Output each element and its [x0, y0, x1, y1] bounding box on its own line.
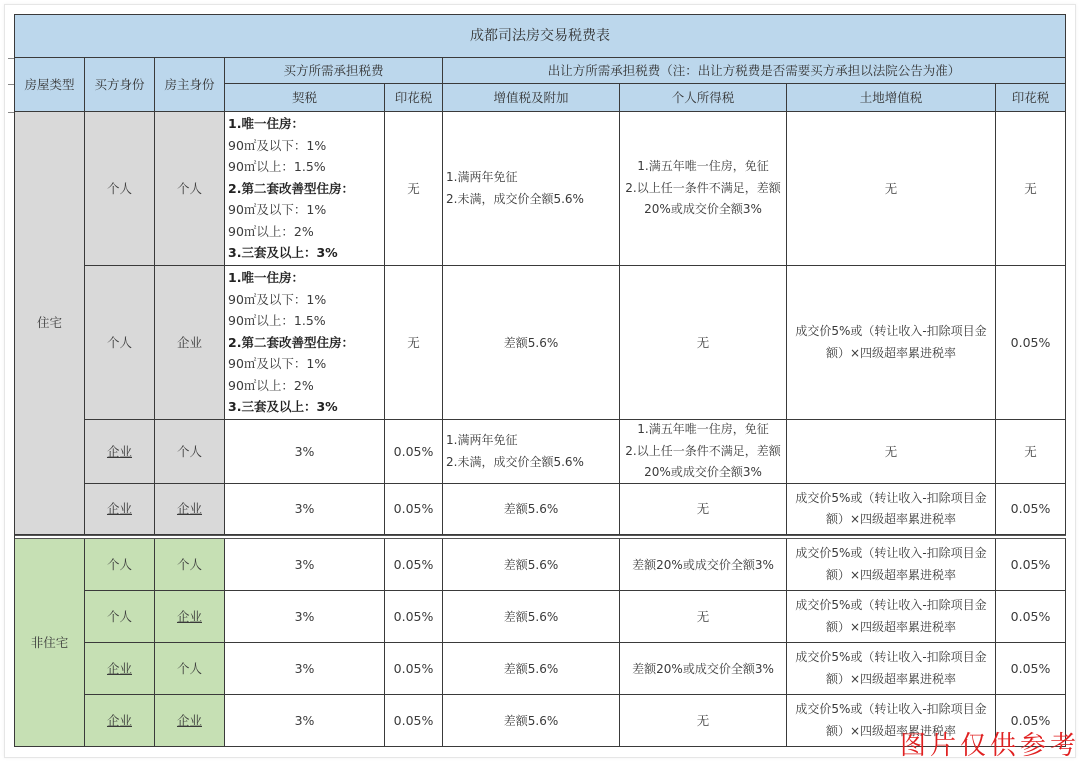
vat-line: 1.满两年免征 [446, 170, 518, 184]
stamp-seller-cell: 无 [996, 420, 1066, 484]
tier-line: 2.第二套改善型住房： [228, 334, 354, 350]
pit-line: 1.满五年唯一住房，免征 [637, 422, 769, 437]
header-vat: 增值税及附加 [443, 84, 620, 112]
buyer-cell: 个人 [85, 266, 155, 420]
vat-line: 2.未满，成交价全额5.6% [446, 191, 584, 206]
stamp-seller-cell: 0.05% [996, 643, 1066, 695]
pit-line: 2.以上任一条件不满足，差额 [625, 443, 781, 458]
tier-line: 90㎡以上：1.5% [228, 313, 326, 329]
stamp-buyer-cell: 0.05% [385, 643, 443, 695]
pit-line: 20%或成交价全额3% [644, 465, 762, 480]
land-vat-line: 成交价5%或（转让收入-扣除项目金 [795, 546, 987, 560]
vat-line: 1.满两年免征 [446, 433, 518, 447]
land-vat-line: 成交价5%或（转让收入-扣除项目金 [795, 324, 987, 338]
header-land-vat: 土地增值税 [787, 84, 996, 112]
owner-cell: 个人 [155, 112, 225, 266]
deed-tax-cell: 3% [225, 591, 385, 643]
tier-line: 3.三套及以上：3% [228, 245, 338, 261]
pit-cell [620, 420, 787, 484]
stamp-seller-cell: 0.05% [996, 484, 1066, 535]
group-residential: 住宅 [15, 112, 85, 535]
header-stamp-tax-seller: 印花税 [996, 84, 1066, 112]
land-vat-cell [787, 484, 996, 535]
deed-tax-cell: 3% [225, 484, 385, 535]
vat-cell: 差额5.6% [443, 591, 620, 643]
owner-cell: 个人 [155, 420, 225, 484]
tier-line: 2.第二套改善型住房： [228, 180, 354, 196]
land-vat-line: 额）×四级超率累进税率 [825, 671, 957, 686]
vat-cell [443, 420, 620, 484]
stamp-buyer-cell: 0.05% [385, 591, 443, 643]
land-vat-line: 额）×四级超率累进税率 [825, 345, 957, 360]
stamp-seller-cell: 0.05% [996, 266, 1066, 420]
land-vat-cell [787, 266, 996, 420]
deed-tax-cell: 3% [225, 539, 385, 591]
owner-cell: 个人 [155, 643, 225, 695]
pit-cell: 无 [620, 484, 787, 535]
owner-cell: 企业 [155, 266, 225, 420]
land-vat-cell [787, 643, 996, 695]
stamp-buyer-cell: 0.05% [385, 420, 443, 484]
reference-only-stamp: 图片仅供参考 [899, 731, 1080, 761]
tier-line: 90㎡及以下：1% [228, 356, 327, 372]
owner-cell: 企业 [155, 591, 225, 643]
stamp-buyer-cell: 0.05% [385, 695, 443, 747]
owner-cell: 个人 [155, 539, 225, 591]
header-owner-identity: 房主身份 [155, 58, 225, 112]
buyer-cell: 企业 [85, 420, 155, 484]
stamp-buyer-cell: 无 [385, 112, 443, 266]
land-vat-line: 额）×四级超率累进税率 [825, 512, 957, 526]
vat-cell: 差额5.6% [443, 643, 620, 695]
tier-line: 90㎡及以下：1% [228, 291, 327, 307]
tier-line: 3.三套及以上：3% [228, 399, 338, 415]
header-personal-income-tax: 个人所得税 [620, 84, 787, 112]
vat-cell [443, 112, 620, 266]
land-vat-line: 成交价5%或（转让收入-扣除项目金 [795, 650, 987, 664]
buyer-cell: 企业 [85, 643, 155, 695]
pit-cell: 差额20%或成交价全额3% [620, 539, 787, 591]
land-vat-cell [787, 539, 996, 591]
tier-line: 90㎡以上：1.5% [228, 159, 326, 175]
buyer-cell: 企业 [85, 695, 155, 747]
vat-line: 2.未满，成交价全额5.6% [446, 454, 584, 469]
tier-line: 1.唯一住房： [228, 116, 304, 132]
stamp-buyer-cell: 0.05% [385, 539, 443, 591]
stamp-buyer-cell: 0.05% [385, 484, 443, 535]
pit-line: 2.以上任一条件不满足，差额 [625, 180, 781, 195]
buyer-cell: 个人 [85, 591, 155, 643]
land-vat-line: 额）×四级超率累进税率 [825, 567, 957, 582]
vat-cell: 差额5.6% [443, 695, 620, 747]
header-deed-tax: 契税 [225, 84, 385, 112]
land-vat-line: 额）×四级超率累进税率 [825, 723, 957, 738]
buyer-cell: 企业 [85, 484, 155, 535]
deed-tax-cell: 3% [225, 643, 385, 695]
stamp-seller-cell: 0.05% [996, 591, 1066, 643]
deed-tax-tiers [225, 266, 385, 420]
stamp-seller-cell: 0.05% [996, 695, 1066, 747]
land-vat-line: 成交价5%或（转让收入-扣除项目金 [795, 490, 987, 505]
tier-line: 1.唯一住房： [228, 270, 304, 286]
stamp-buyer-cell: 无 [385, 266, 443, 420]
deed-tax-cell: 3% [225, 695, 385, 747]
tier-line: 90㎡以上：2% [228, 223, 314, 239]
deed-tax-cell: 3% [225, 420, 385, 484]
buyer-cell: 个人 [85, 539, 155, 591]
land-vat-line: 成交价5%或（转让收入-扣除项目金 [795, 702, 987, 716]
tier-line: 90㎡及以下：1% [228, 202, 327, 218]
pit-cell: 无 [620, 266, 787, 420]
vat-cell: 差额5.6% [443, 484, 620, 535]
header-seller-taxes: 出让方所需承担税费（注：出让方税费是否需要买方承担以法院公告为准） [443, 58, 1066, 84]
land-vat-cell: 无 [787, 420, 996, 484]
owner-cell: 企业 [155, 484, 225, 535]
tier-line: 90㎡及以下：1% [228, 137, 327, 153]
table-title: 成都司法房交易税费表 [15, 15, 1066, 58]
pit-cell [620, 112, 787, 266]
deed-tax-tiers [225, 112, 385, 266]
header-buyer-identity: 买方身份 [85, 58, 155, 112]
land-vat-cell: 无 [787, 112, 996, 266]
buyer-cell: 个人 [85, 112, 155, 266]
land-vat-line: 成交价5%或（转让收入-扣除项目金 [795, 598, 987, 612]
vat-cell: 差额5.6% [443, 266, 620, 420]
header-stamp-tax-buyer: 印花税 [385, 84, 443, 112]
vat-cell: 差额5.6% [443, 539, 620, 591]
group-non-residential: 非住宅 [15, 539, 85, 747]
pit-line: 1.满五年唯一住房，免征 [637, 159, 769, 174]
stamp-seller-cell: 无 [996, 112, 1066, 266]
land-vat-cell [787, 591, 996, 643]
pit-line: 20%或成交价全额3% [644, 202, 762, 217]
pit-cell: 无 [620, 695, 787, 747]
tier-line: 90㎡以上：2% [228, 377, 314, 393]
owner-cell: 企业 [155, 695, 225, 747]
land-vat-line: 额）×四级超率累进税率 [825, 619, 957, 634]
header-buyer-taxes: 买方所需承担税费 [225, 58, 443, 84]
header-house-type: 房屋类型 [15, 58, 85, 112]
stamp-seller-cell: 0.05% [996, 539, 1066, 591]
pit-cell: 差额20%或成交价全额3% [620, 643, 787, 695]
pit-cell: 无 [620, 591, 787, 643]
